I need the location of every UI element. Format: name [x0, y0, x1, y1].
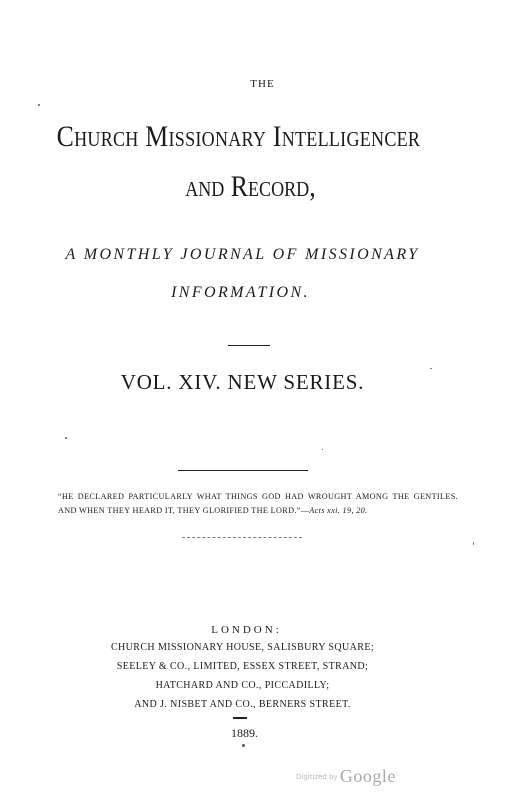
imprint-line-3: HATCHARD AND CO., PICCADILLY; — [155, 680, 330, 691]
print-speck — [65, 437, 67, 439]
divider-rule-dashed — [182, 537, 302, 538]
volume-line: VOL. XIV. NEW SERIES. — [120, 370, 365, 394]
publication-year: 1889. — [231, 726, 258, 740]
digitized-watermark — [296, 766, 396, 787]
subtitle-line-2: INFORMATION. — [171, 284, 310, 301]
watermark-brand: Google — [339, 766, 396, 786]
title-line-2: and Record, — [185, 170, 316, 203]
imprint-line-1: CHURCH MISSIONARY HOUSE, SALISBURY SQUARE; — [110, 642, 375, 653]
imprint-line-4: AND J. NISBET AND CO., BERNERS STREET. — [134, 699, 351, 710]
divider-rule — [228, 345, 270, 346]
quote-reference: Acts xxi. 19, 20. — [309, 506, 368, 515]
print-speck — [473, 542, 474, 545]
print-speck — [430, 368, 432, 369]
quote-text: “HE DECLARED PARTICULARLY WHAT THINGS GOD HAD WROUGHT AMONG THE GENTILES. AND WHEN THEY HEARD IT, THEY GLORIFIED THE LORD.”— — [58, 492, 458, 515]
header-the: THE — [250, 78, 275, 90]
title-line-1: Church Missionary Intelligencer — [56, 120, 421, 153]
imprint-line-2: SEELEY & CO., LIMITED, ESSEX STREET, STRAND; — [116, 661, 369, 672]
print-speck — [322, 449, 323, 450]
divider-rule — [178, 470, 308, 471]
watermark-prefix: Digitized by — [296, 773, 338, 781]
subtitle-line-1: A MONTHLY JOURNAL OF MISSIONARY — [65, 246, 420, 263]
divider-rule-short — [233, 717, 247, 719]
imprint-city: LONDON: — [211, 624, 282, 636]
epigraph-quote — [58, 490, 458, 518]
print-speck — [242, 744, 245, 747]
print-speck — [38, 104, 40, 106]
